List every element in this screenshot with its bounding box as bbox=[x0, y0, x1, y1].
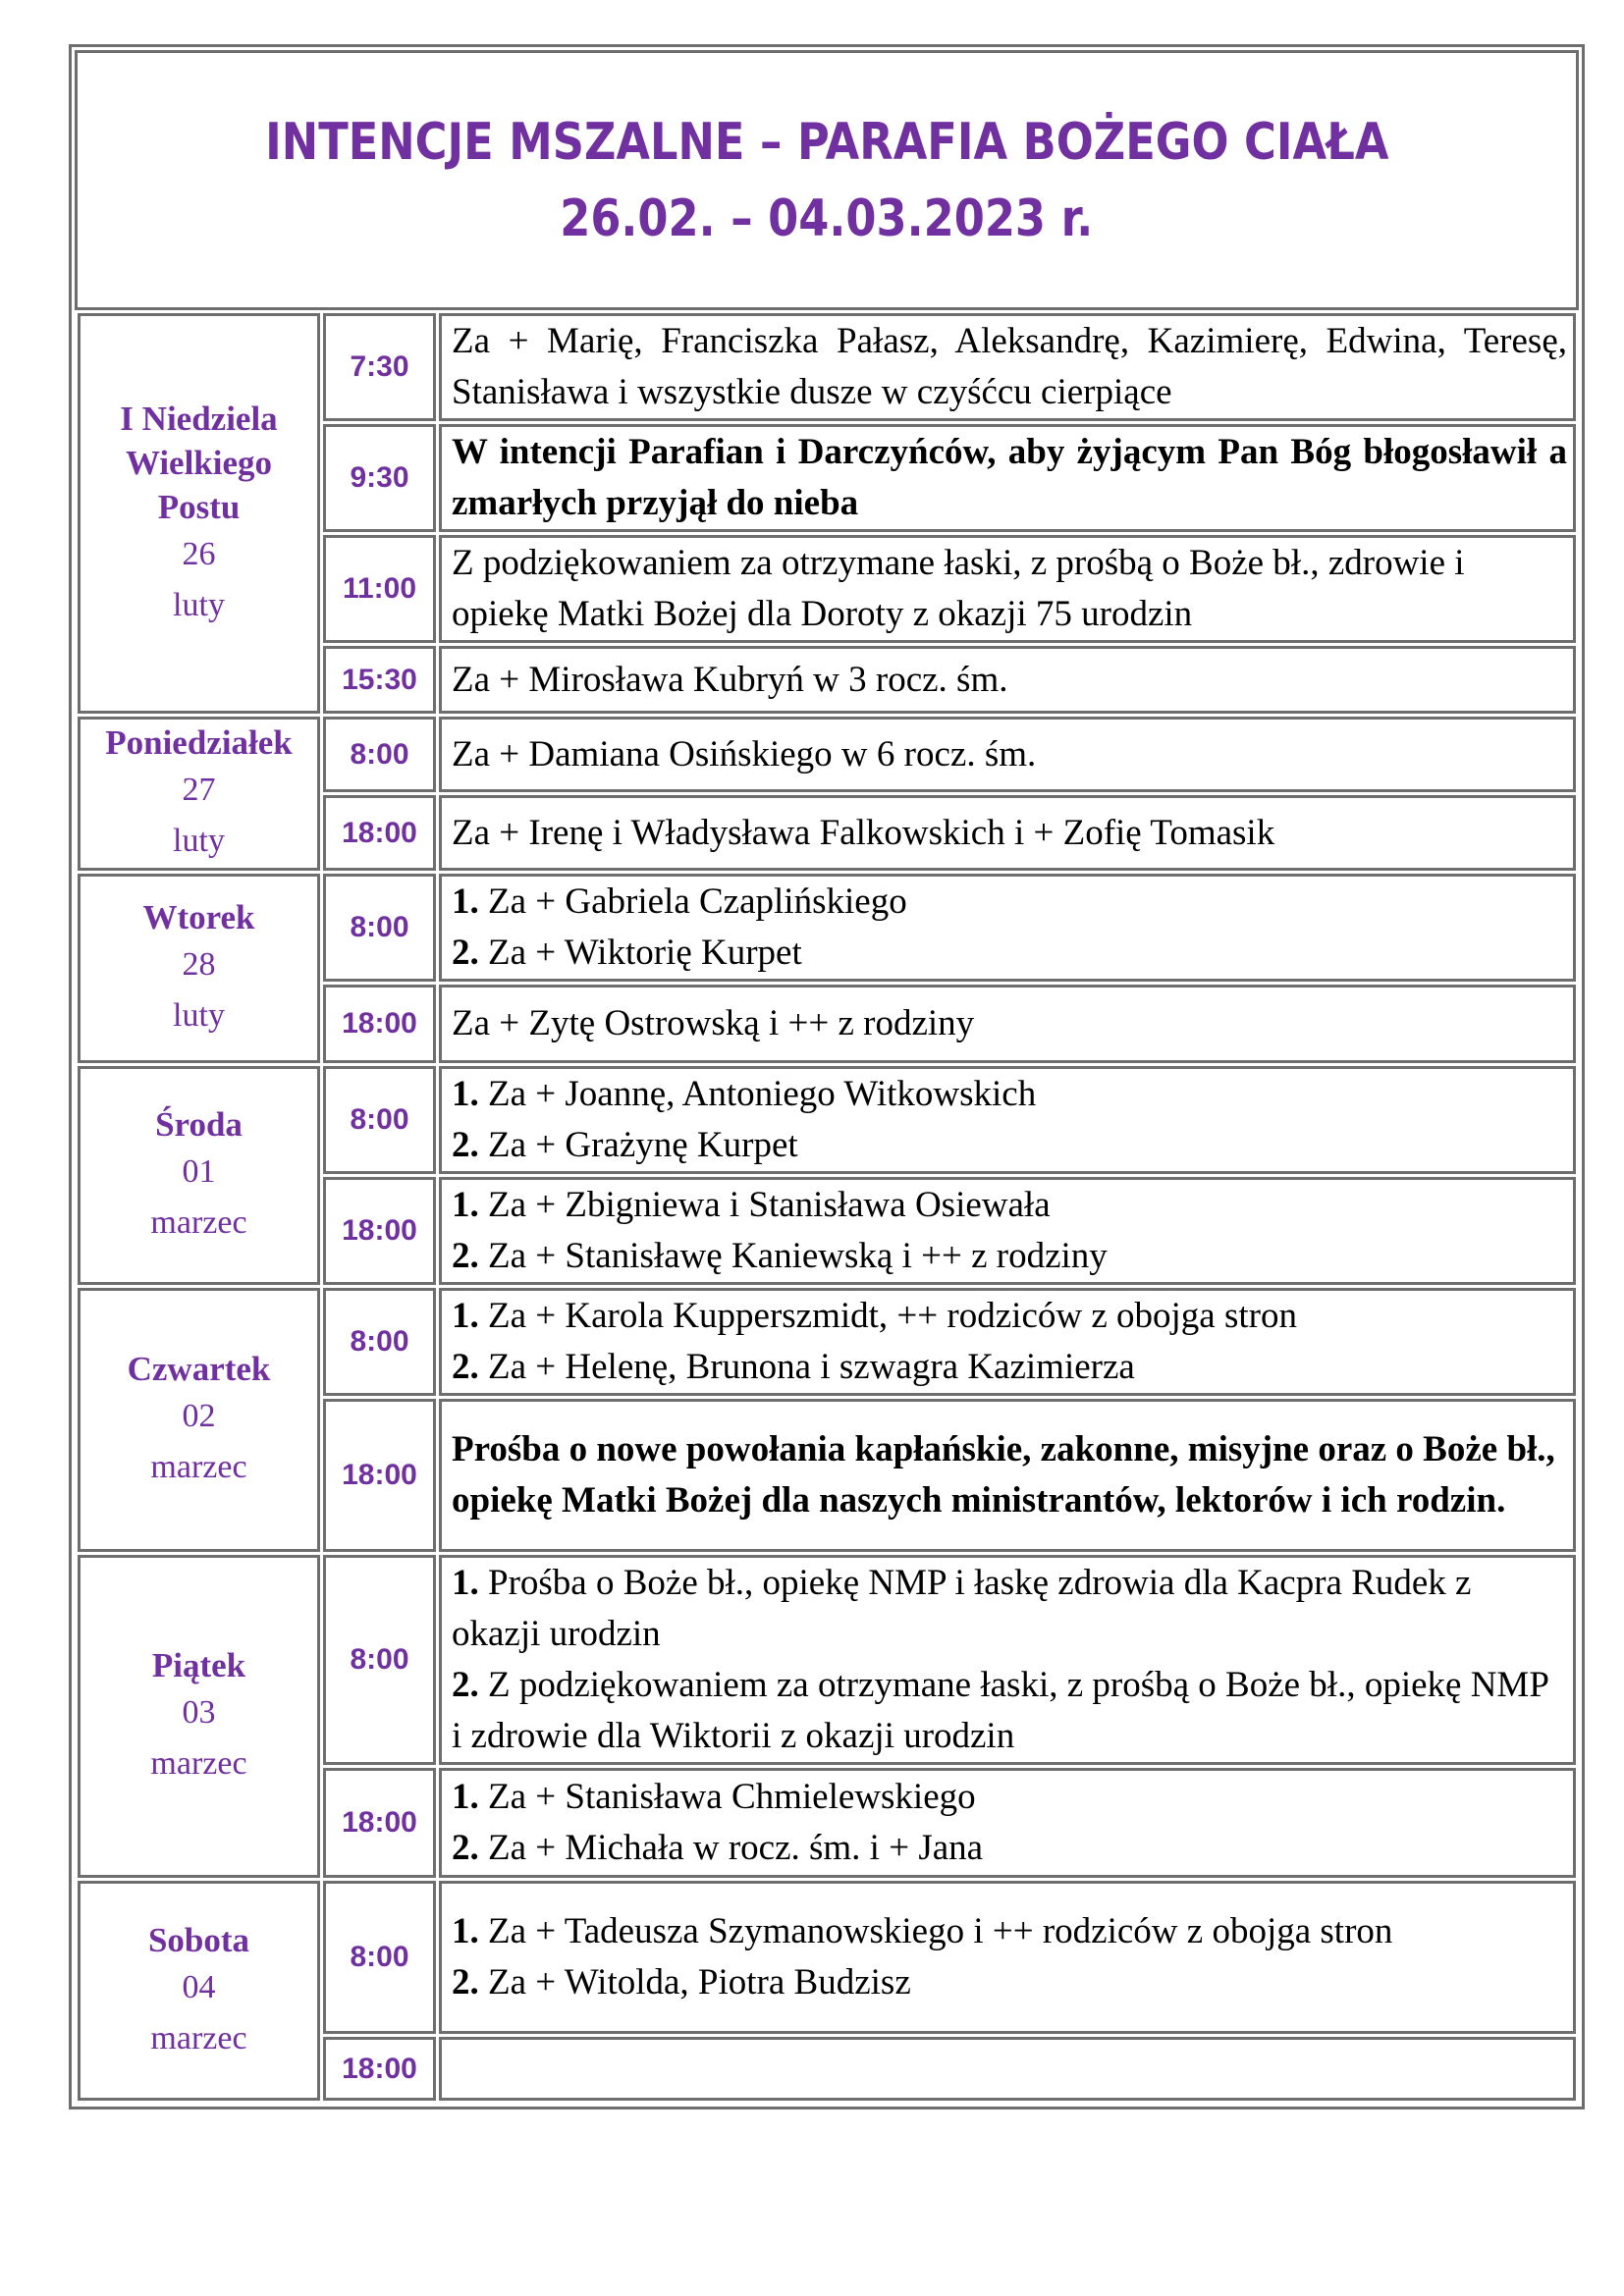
day-month: luty bbox=[173, 823, 225, 859]
mass-intention bbox=[439, 313, 1576, 421]
day-date: 27 bbox=[182, 772, 216, 808]
intention-text-body: Za + Grażynę Kurpet bbox=[478, 1125, 798, 1165]
intention-text bbox=[452, 1231, 1567, 1282]
intention-text-body: Prośba o Boże bł., opiekę NMP i łaskę zdrowia dla Kacpra Rudek z okazji urodzin bbox=[452, 1563, 1472, 1654]
day-name: Piątek bbox=[151, 1646, 246, 1684]
day-cell bbox=[78, 1288, 320, 1552]
intention-number: 2. bbox=[452, 1665, 479, 1705]
document-page bbox=[69, 44, 1585, 2109]
mass-row bbox=[78, 717, 1576, 792]
intention-text bbox=[452, 877, 1567, 928]
mass-intention bbox=[439, 1881, 1576, 2034]
intention-text bbox=[452, 1823, 1567, 1874]
day-month: marzec bbox=[150, 2019, 247, 2056]
mass-time: 18:00 bbox=[323, 1399, 436, 1552]
intention-text-body: Za + Stanisława Chmielewskiego bbox=[478, 1777, 976, 1817]
mass-row bbox=[78, 1881, 1576, 2034]
intention-text: Za + Zytę Ostrowską i ++ z rodziny bbox=[452, 1003, 975, 1043]
mass-row bbox=[78, 1288, 1576, 1396]
intention-text bbox=[452, 1342, 1567, 1393]
mass-intention bbox=[439, 1288, 1576, 1396]
intention-text bbox=[452, 1558, 1567, 1660]
day-cell bbox=[78, 1881, 320, 2101]
day-cell bbox=[78, 874, 320, 1063]
intention-text bbox=[452, 1660, 1567, 1762]
intention-number: 1. bbox=[452, 1911, 479, 1951]
date-range: 26.02. – 04.03.2023 r. bbox=[560, 188, 1094, 248]
intention-text: Za + Mirosława Kubryń w 3 rocz. śm. bbox=[452, 659, 1008, 700]
intention-text: Za + Irenę i Władysława Falkowskich i + Zofię Tomasik bbox=[452, 812, 1275, 853]
intention-number: 1. bbox=[452, 1777, 479, 1817]
day-name: Postu bbox=[157, 487, 241, 526]
mass-intention bbox=[439, 535, 1576, 643]
mass-row bbox=[78, 874, 1576, 982]
intention-number: 1. bbox=[452, 1074, 479, 1114]
day-name: Wtorek bbox=[142, 898, 255, 936]
mass-row bbox=[78, 1555, 1576, 1765]
title-box bbox=[75, 50, 1579, 310]
mass-row bbox=[78, 313, 1576, 421]
intention-text-body: Za + Zbigniewa i Stanisława Osiewała bbox=[478, 1185, 1051, 1225]
schedule-frame bbox=[69, 44, 1585, 2109]
mass-time: 11:00 bbox=[323, 535, 436, 643]
intention-text bbox=[452, 1120, 1567, 1171]
intention-number: 1. bbox=[452, 1296, 479, 1336]
intention-number: 1. bbox=[452, 1185, 479, 1225]
intention-text-body: Za + Michała w rocz. śm. i + Jana bbox=[478, 1828, 984, 1868]
day-cell bbox=[78, 1066, 320, 1285]
intention-text-body: Z podziękowaniem za otrzymane łaski, z prośbą o Boże bł., opiekę NMP i zdrowie dla Wiktorii z okazji urodzin bbox=[452, 1665, 1548, 1756]
mass-time: 18:00 bbox=[323, 985, 436, 1063]
intention-text: Z podziękowaniem za otrzymane łaski, z prośbą o Boże bł., zdrowie i opiekę Matki Bożej dla Doroty z okazji 75 urodzin bbox=[452, 543, 1465, 634]
day-month: marzec bbox=[150, 1449, 247, 1485]
intention-number: 2. bbox=[452, 933, 479, 973]
day-date: 03 bbox=[182, 1694, 216, 1731]
intention-text-body: Za + Witolda, Piotra Budzisz bbox=[478, 1962, 911, 2002]
day-name: Czwartek bbox=[127, 1350, 271, 1388]
mass-time: 18:00 bbox=[323, 2037, 436, 2101]
mass-time: 18:00 bbox=[323, 795, 436, 871]
mass-time: 18:00 bbox=[323, 1177, 436, 1285]
day-name: Środa bbox=[155, 1105, 243, 1144]
intention-text bbox=[452, 1906, 1567, 1957]
intention-number: 2. bbox=[452, 1962, 479, 2002]
intention-text bbox=[452, 1772, 1567, 1823]
day-date: 02 bbox=[182, 1398, 216, 1434]
intention-text-body: Za + Stanisławę Kaniewską i ++ z rodziny bbox=[478, 1236, 1108, 1276]
day-name: I Niedziela bbox=[120, 399, 278, 438]
intention-text: Za + Damiana Osińskiego w 6 rocz. śm. bbox=[452, 733, 1037, 774]
mass-time: 8:00 bbox=[323, 1881, 436, 2034]
intention-number: 1. bbox=[452, 881, 479, 922]
day-month: luty bbox=[173, 586, 225, 623]
mass-intention bbox=[439, 985, 1576, 1063]
intention-text bbox=[452, 928, 1567, 979]
intention-text bbox=[452, 1069, 1567, 1120]
day-month: marzec bbox=[150, 1745, 247, 1782]
day-name: Sobota bbox=[147, 1920, 250, 1959]
mass-intention bbox=[439, 874, 1576, 982]
intention-number: 2. bbox=[452, 1236, 479, 1276]
day-month: marzec bbox=[150, 1204, 247, 1241]
day-cell bbox=[78, 717, 320, 871]
intention-number: 2. bbox=[452, 1125, 479, 1165]
mass-intention bbox=[439, 424, 1576, 532]
day-month: luty bbox=[173, 997, 225, 1034]
mass-time: 8:00 bbox=[323, 1555, 436, 1765]
page-title: INTENCJE MSZALNE – PARAFIA BOŻEGO CIAŁA bbox=[264, 112, 1389, 172]
mass-intention bbox=[439, 1177, 1576, 1285]
day-date: 04 bbox=[182, 1968, 216, 2005]
intention-text bbox=[452, 1180, 1567, 1231]
mass-intention bbox=[439, 1399, 1576, 1552]
intention-text: W intencji Parafian i Darczyńców, aby żyjącym Pan Bóg błogosławił a zmarłych przyjął do nieba bbox=[452, 432, 1567, 523]
day-date: 01 bbox=[182, 1153, 216, 1190]
mass-row bbox=[78, 1066, 1576, 1174]
day-cell bbox=[78, 313, 320, 714]
mass-intentions-table bbox=[75, 310, 1579, 2104]
intention-text-body: Za + Wiktorię Kurpet bbox=[478, 933, 802, 973]
mass-time: 18:00 bbox=[323, 1768, 436, 1878]
intention-number: 2. bbox=[452, 1347, 479, 1387]
day-name: Poniedziałek bbox=[105, 723, 293, 762]
mass-intention bbox=[439, 717, 1576, 792]
intention-text-body: Za + Gabriela Czaplińskiego bbox=[478, 881, 907, 922]
mass-intention bbox=[439, 2037, 1576, 2101]
mass-time: 8:00 bbox=[323, 1288, 436, 1396]
intention-text-body: Za + Karola Kupperszmidt, ++ rodziców z obojga stron bbox=[478, 1296, 1297, 1336]
intention-text-body: Za + Joannę, Antoniego Witkowskich bbox=[478, 1074, 1037, 1114]
mass-time: 8:00 bbox=[323, 874, 436, 982]
mass-time: 8:00 bbox=[323, 1066, 436, 1174]
mass-time: 8:00 bbox=[323, 717, 436, 792]
mass-intention bbox=[439, 795, 1576, 871]
mass-time: 7:30 bbox=[323, 313, 436, 421]
mass-time: 9:30 bbox=[323, 424, 436, 532]
mass-intention bbox=[439, 1555, 1576, 1765]
mass-time: 15:30 bbox=[323, 646, 436, 714]
mass-intention bbox=[439, 1066, 1576, 1174]
intention-text-body: Za + Helenę, Brunona i szwagra Kazimierza bbox=[478, 1347, 1135, 1387]
intention-number: 2. bbox=[452, 1828, 479, 1868]
day-cell bbox=[78, 1555, 320, 1878]
intention-text-body: Za + Tadeusza Szymanowskiego i ++ rodziców z obojga stron bbox=[478, 1911, 1393, 1951]
mass-intention bbox=[439, 646, 1576, 714]
intention-text: Prośba o nowe powołania kapłańskie, zakonne, misyjne oraz o Boże bł., opiekę Matki Bożej dla naszych ministrantów, lektorów i ich rodzin. bbox=[452, 1429, 1555, 1521]
mass-intention bbox=[439, 1768, 1576, 1878]
day-date: 26 bbox=[182, 535, 216, 572]
intention-text bbox=[452, 1291, 1567, 1342]
intention-text bbox=[452, 1957, 1567, 2008]
intention-text: Za + Marię, Franciszka Pałasz, Aleksandrę, Kazimierę, Edwina, Teresę, Stanisława i wszystkie dusze w czyśćcu cierpiące bbox=[452, 321, 1567, 412]
intention-number: 1. bbox=[452, 1563, 479, 1603]
day-name: Wielkiego bbox=[125, 443, 273, 482]
day-date: 28 bbox=[182, 946, 216, 983]
